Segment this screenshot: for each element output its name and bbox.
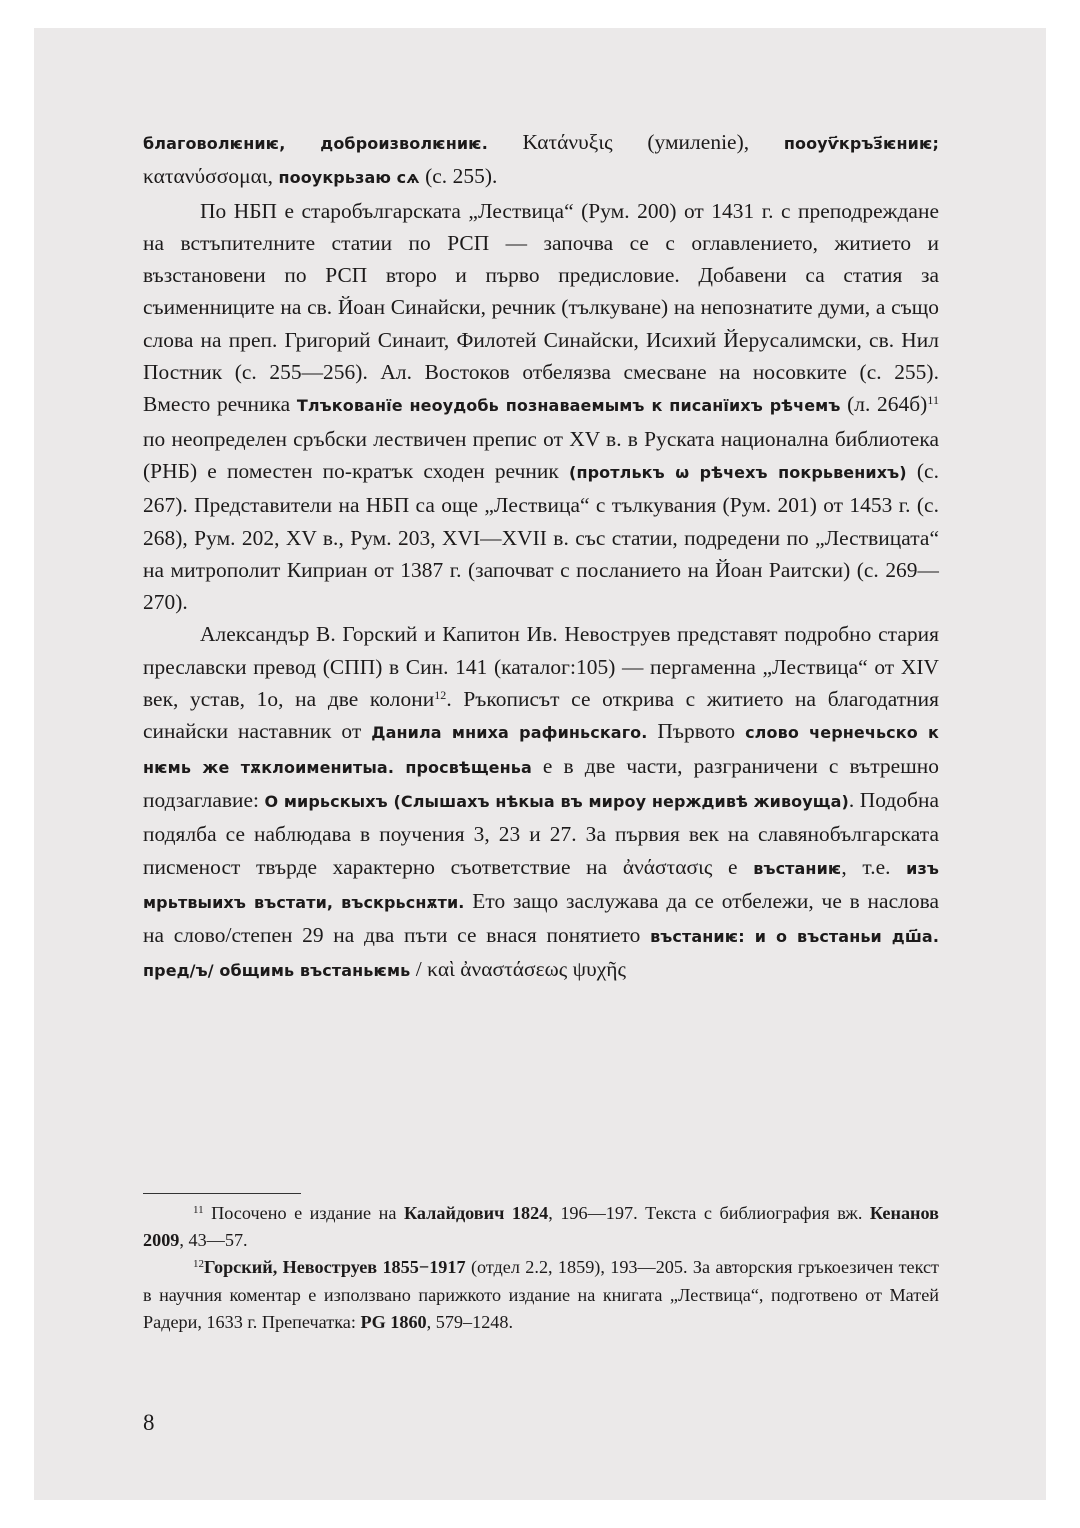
citation-bold: Калайдович 1824 — [403, 1203, 549, 1223]
slavonic-quote: Тлъкованïе неоудобь познаваемымъ к писанïихъ рѣчемъ — [296, 396, 841, 416]
footnotes — [143, 1200, 939, 1336]
slavonic-term: въстаниѥ — [753, 858, 842, 878]
citation-bold: PG 1860 — [360, 1311, 427, 1332]
text-run: Ето защо заслужава да се отбележи, че в наслова на слово/степен 29 на два пъти се внася понятието — [143, 888, 940, 948]
text-run: (отдел 2.2, 1859), 193—205. За авторския гръкоезичен текст в научния коментар е използвано парижкото издание на книгата „Лествица“, подготвено от Матей Радери, 1633 г. Препечатка: — [143, 1257, 939, 1332]
greek-term: ἀνάστασις — [622, 854, 713, 879]
text-run: е — [712, 854, 754, 879]
footnote-11 — [143, 1200, 939, 1254]
slavonic-quote: въстаниѥ: и о въстаньи дш҃а. пред/ъ/ общимь въстаньѥмь — [143, 927, 939, 981]
text-run: Κατάνυξις (умилеnie), — [487, 130, 784, 154]
slavonic-quote: слово чернечьско к нѥмь же тѫклоименитыа. просвѣщеньа — [143, 723, 940, 777]
footnote-ref-12[interactable]: 12 — [434, 688, 447, 703]
text-run: по неопределен сръбски лествичен препис от XV в. в Руската национална библиотека (РНБ) е поместен по-кратък сходен речник — [143, 426, 939, 483]
greek-term: / καὶ ἀναστάσεως ψυχῆς — [410, 957, 627, 982]
citation-bold: Горский, Невоструев 1855−1917 — [204, 1257, 466, 1278]
slavonic-quote: изъ мрьтвыихъ въстати, въскрьснѫти. — [143, 858, 940, 912]
slavonic-quote: (протлькъ ѡ рѣчехъ покрьвенихъ) — [569, 462, 907, 482]
text-run: (с. 267). Представители на НБП са още „Лествица“ с тълкувания (Рум. 201) от 1453 г. (с. 268), Рум. 202, XV в., Рум. 203, XVI—XVII в. със статии, подредени по „Лествицата“ на митрополит Киприан от 1387 г. (започват с посланието на Йоан Раитски) (с. 269—270). — [143, 458, 939, 615]
footnote-number: 12 — [193, 1258, 204, 1271]
text-run: Александър В. Горский и Капитон Ив. Невоструев представят подробно стария преславски превод (СПП) в Син. 141 (каталог:105) — пергаменна „Лествица“ от XIV век, устав, 1о, на две колони — [143, 622, 939, 712]
text-run: . Подобна подялба се наблюдава в поучения 3, 23 и 27. За първия век на славянобългарската писменост твърде характерно съответствие на — [143, 787, 939, 879]
text-run: По НБП е старобългарската „Лествица“ (Рум. 200) от 1431 г. с преподреждане на встъпителните статии по РСП — започва се с оглавлението, житието и възстановени по РСП второ и първо предисловие. Добавени са статия за съименниците на св. Йоан Синайски, речник (тълкуване) на непознатите думи, а също слова на преп. Григорий Синаит, Филотей Синайски, Исихий Йерусалимски, св. Нил Постник (с. 255—256). Ал. Востоков отбелязва смесване на носовките (с. 255). Вместо речника — [143, 198, 939, 417]
text-run: , 196—197. Текста с библиография вж. — [548, 1203, 870, 1223]
slavonic-quote: О мирьскыхъ (Слышахъ нѣкыа въ мироу нерждивѣ живоуща) — [264, 791, 849, 811]
text-run: Първото — [647, 719, 746, 744]
text-run: (л. 264б) — [840, 392, 928, 417]
citation-bold: Кенанов 2009 — [143, 1203, 939, 1251]
text-run: , 579–1248. — [426, 1311, 514, 1332]
text-run: (с. 255). — [419, 164, 498, 189]
slavonic-term: пооуѵ҃кръз҃ѥниѥ; — [783, 134, 939, 153]
slavonic-quote: Данила мниха рафиньскаго. — [371, 723, 648, 743]
paragraph-3 — [143, 618, 939, 987]
footnote-number: 11 — [193, 1204, 204, 1216]
paragraph-2 — [143, 195, 939, 619]
body-text — [143, 126, 939, 988]
text-run: , т.е. — [841, 854, 907, 879]
slavonic-term: благоволѥниѥ, доброизволѥниѥ. — [143, 134, 488, 153]
footnote-12 — [143, 1254, 939, 1336]
text-run: Посочено е издание на — [203, 1203, 404, 1223]
text-run: . Ръкописът се открива с житието на благодатния синайски наставник от — [143, 687, 940, 744]
slavonic-term: пооукрьзаю сѧ — [278, 168, 420, 188]
footnote-ref-11[interactable]: 11 — [927, 393, 939, 408]
page-number: 8 — [143, 1410, 155, 1435]
text-run: , 43—57. — [179, 1230, 248, 1251]
footnote-divider — [143, 1193, 301, 1194]
text-run: е в две части, разграничени с вътрешно подзаглавие: — [143, 753, 939, 812]
paragraph-1 — [143, 126, 939, 195]
greek-term: κατανύσσομαι, — [143, 164, 279, 189]
